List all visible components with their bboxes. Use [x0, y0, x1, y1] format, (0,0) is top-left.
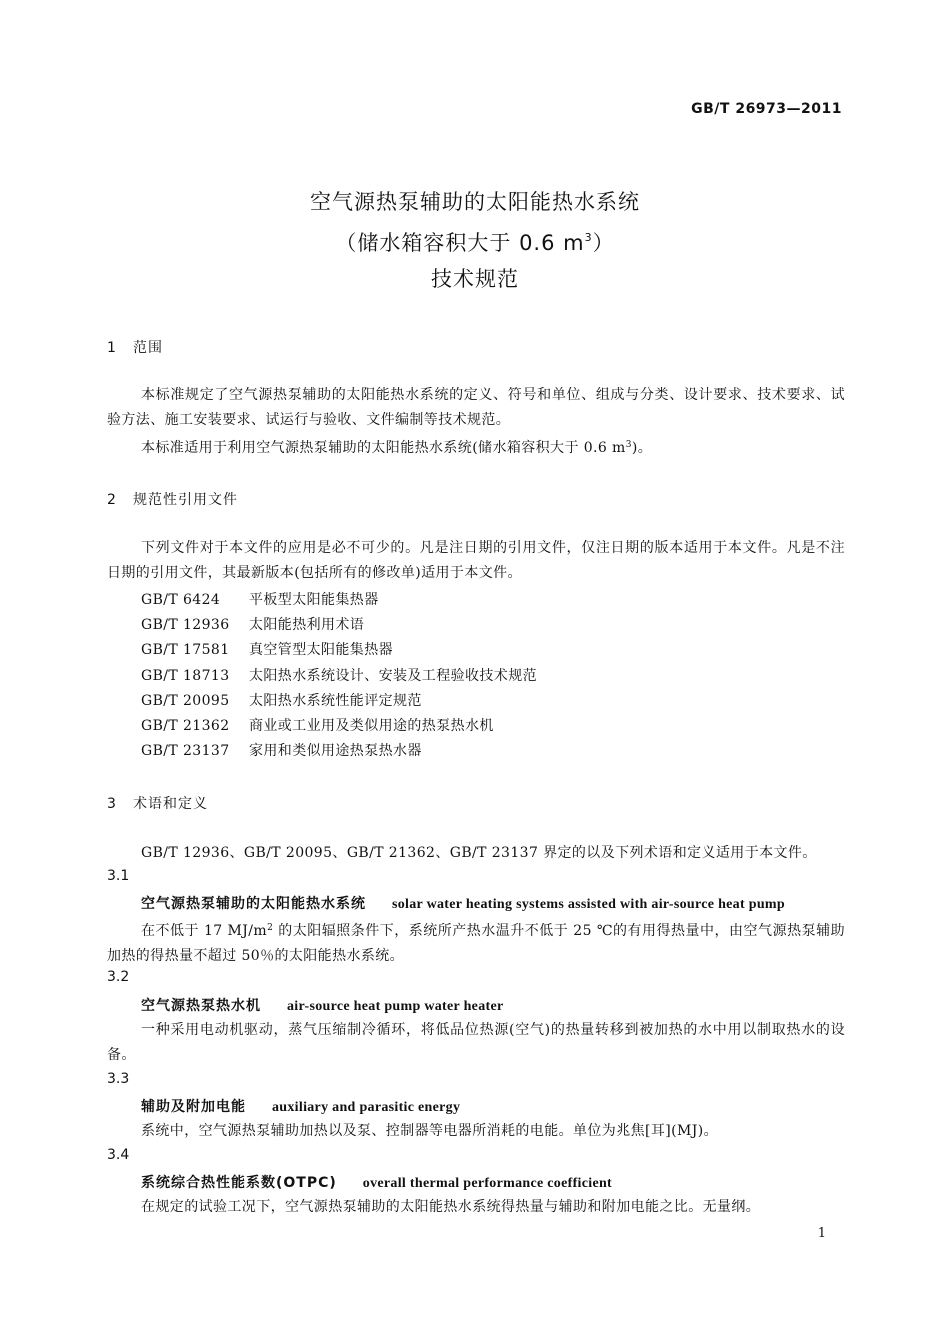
reference-item: GB/T 6424 平板型太阳能集热器	[141, 592, 379, 608]
title-line-1: 空气源热泵辅助的太阳能热水系统	[310, 190, 640, 214]
reference-item: GB/T 12936 太阳能热利用术语	[141, 617, 365, 633]
section-2-heading: 2 规范性引用文件	[107, 492, 238, 508]
clause-number: 3.4	[107, 1147, 130, 1163]
clause-number: 3.1	[107, 868, 130, 884]
title-line-3: 技术规范	[431, 267, 519, 291]
reference-item: GB/T 21362 商业或工业用及类似用途的热泵热水机	[141, 718, 494, 734]
section-1-paragraph-1: 本标准规定了空气源热泵辅助的太阳能热水系统的定义、符号和单位、组成与分类、设计要求、技术要求、试验方法、施工安装要求、试运行与验收、文件编制等技术规范。	[107, 387, 845, 428]
section-3-intro: GB/T 12936、GB/T 20095、GB/T 21362、GB/T 23137 界定的以及下列术语和定义适用于本文件。	[141, 845, 817, 861]
page-number: 1	[817, 1226, 826, 1241]
clause-number: 3.3	[107, 1071, 130, 1087]
section-3-heading: 3 术语和定义	[107, 796, 208, 812]
term-heading: 空气源热泵辅助的太阳能热水系统 solar water heating systems assisted with air-source heat pump	[141, 896, 785, 912]
section-1-paragraph-2: 本标准适用于利用空气源热泵辅助的太阳能热水系统(储水箱容积大于 0.6 $m^3$)。	[141, 440, 653, 456]
term-heading: 空气源热泵热水机 air-source heat pump water heater	[141, 998, 504, 1014]
title-line-2: （储水箱容积大于 0.6 $m^3$）	[335, 231, 615, 255]
standard-code: GB/T 26973—2011	[691, 101, 842, 117]
term-heading: 辅助及附加电能 auxiliary and parasitic energy	[141, 1099, 461, 1115]
reference-item: GB/T 17581 真空管型太阳能集热器	[141, 642, 393, 658]
section-1-heading: 1 范围	[107, 340, 163, 356]
document-title	[0, 184, 950, 297]
clause-number: 3.2	[107, 969, 130, 985]
term-definition: 在不低于 17 $MJ/m^2$ 的太阳辐照条件下，系统所产热水温升不低于 25 ℃的有用得热量中，由空气源热泵辅助加热的得热量不超过 50％的太阳能热水系统。	[107, 923, 845, 964]
reference-item: GB/T 18713 太阳热水系统设计、安装及工程验收技术规范	[141, 668, 537, 684]
term-definition: 一种采用电动机驱动，蒸气压缩制冷循环，将低品位热源(空气)的热量转移到被加热的水中用以制取热水的设备。	[107, 1022, 845, 1063]
section-2-paragraph: 下列文件对于本文件的应用是必不可少的。凡是注日期的引用文件，仅注日期的版本适用于本文件。凡是不注日期的引用文件，其最新版本(包括所有的修改单)适用于本文件。	[107, 540, 845, 581]
reference-item: GB/T 20095 太阳热水系统性能评定规范	[141, 693, 422, 709]
term-definition: 系统中，空气源热泵辅助加热以及泵、控制器等电器所消耗的电能。单位为兆焦[耳](MJ)。	[141, 1123, 718, 1139]
reference-item: GB/T 23137 家用和类似用途热泵热水器	[141, 743, 422, 759]
term-heading: 系统综合热性能系数(OTPC) overall thermal performance coefficient	[141, 1175, 613, 1191]
term-definition: 在规定的试验工况下，空气源热泵辅助的太阳能热水系统得热量与辅助和附加电能之比。无量纲。	[141, 1199, 761, 1215]
